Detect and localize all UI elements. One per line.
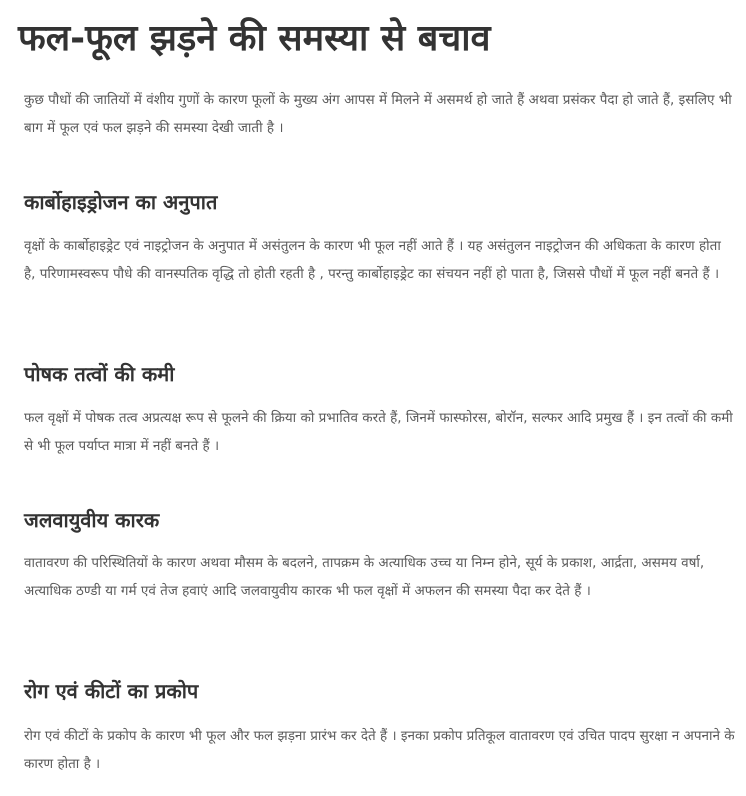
section-heading-carbohydrate-ratio: कार्बोहाइड्रोजन का अनुपात [24,190,218,214]
section-text-disease-pests: रोग एवं कीटों के प्रकोप के कारण भी फूल और फल झड़ना प्रारंभ कर देते हैं । इनका प्रकोप प्रतिकूल वातावरण एवं उचित पादप सुरक्षा न अपनाने के कारण होता है । [24,728,735,772]
intro-paragraph: कुछ पौधों की जातियों में वंशीय गुणों के कारण फूलों के मुख्य अंग आपस में मिलने में असमर्थ हो जाते हैं अथवा प्रसंकर पैदा हो जाते हैं, इसलिए भी बाग में फूल एवं फल झड़ने की समस्या देखी जाती है । [24,92,732,136]
section-heading-disease-pests: रोग एवं कीटों का प्रकोप [24,679,199,703]
section-text-nutrient-deficiency: फल वृक्षों में पोषक तत्व अप्रत्यक्ष रूप से फूलने की क्रिया को प्रभातिव करते हैं, जिनमें फास्फोरस, बोरॉन, सल्फर आदि प्रमुख हैं । इन तत्वों की कमी से भी फूल पर्याप्त मात्रा में नहीं बनते हैं । [24,410,733,454]
page-title: फल-फूल झड़ने की समस्या से बचाव [18,18,491,59]
section-heading-nutrient-deficiency: पोषक तत्वों की कमी [24,362,175,386]
section-text-climatic-factors: वातावरण की परिस्थितियों के कारण अथवा मौसम के बदलने, तापक्रम के अत्याधिक उच्च या निम्न होने, सूर्य के प्रकाश, आर्द्रता, असमय वर्षा, अत्याधिक ठण्डी या गर्म एवं तेज हवाएं आदि जलवायुवीय कारक भी फल वृक्षों में अफलन की समस्या पैदा कर देते हैं । [24,555,705,599]
section-text-carbohydrate-ratio: वृक्षों के कार्बोहाइड्रेट एवं नाइट्रोजन के अनुपात में असंतुलन के कारण भी फूल नहीं आते हैं । यह असंतुलन नाइट्रोजन की अधिकता के कारण होता है, परिणामस्वरूप पौधे की वानस्पतिक वृद्धि तो होती रहती है , परन्तु कार्बोहाइड्रेट का संचयन नहीं हो पाता है, जिससे पौधों में फूल नहीं बनते हैं । [24,238,721,282]
section-heading-climatic-factors: जलवायुवीय कारक [24,508,160,532]
